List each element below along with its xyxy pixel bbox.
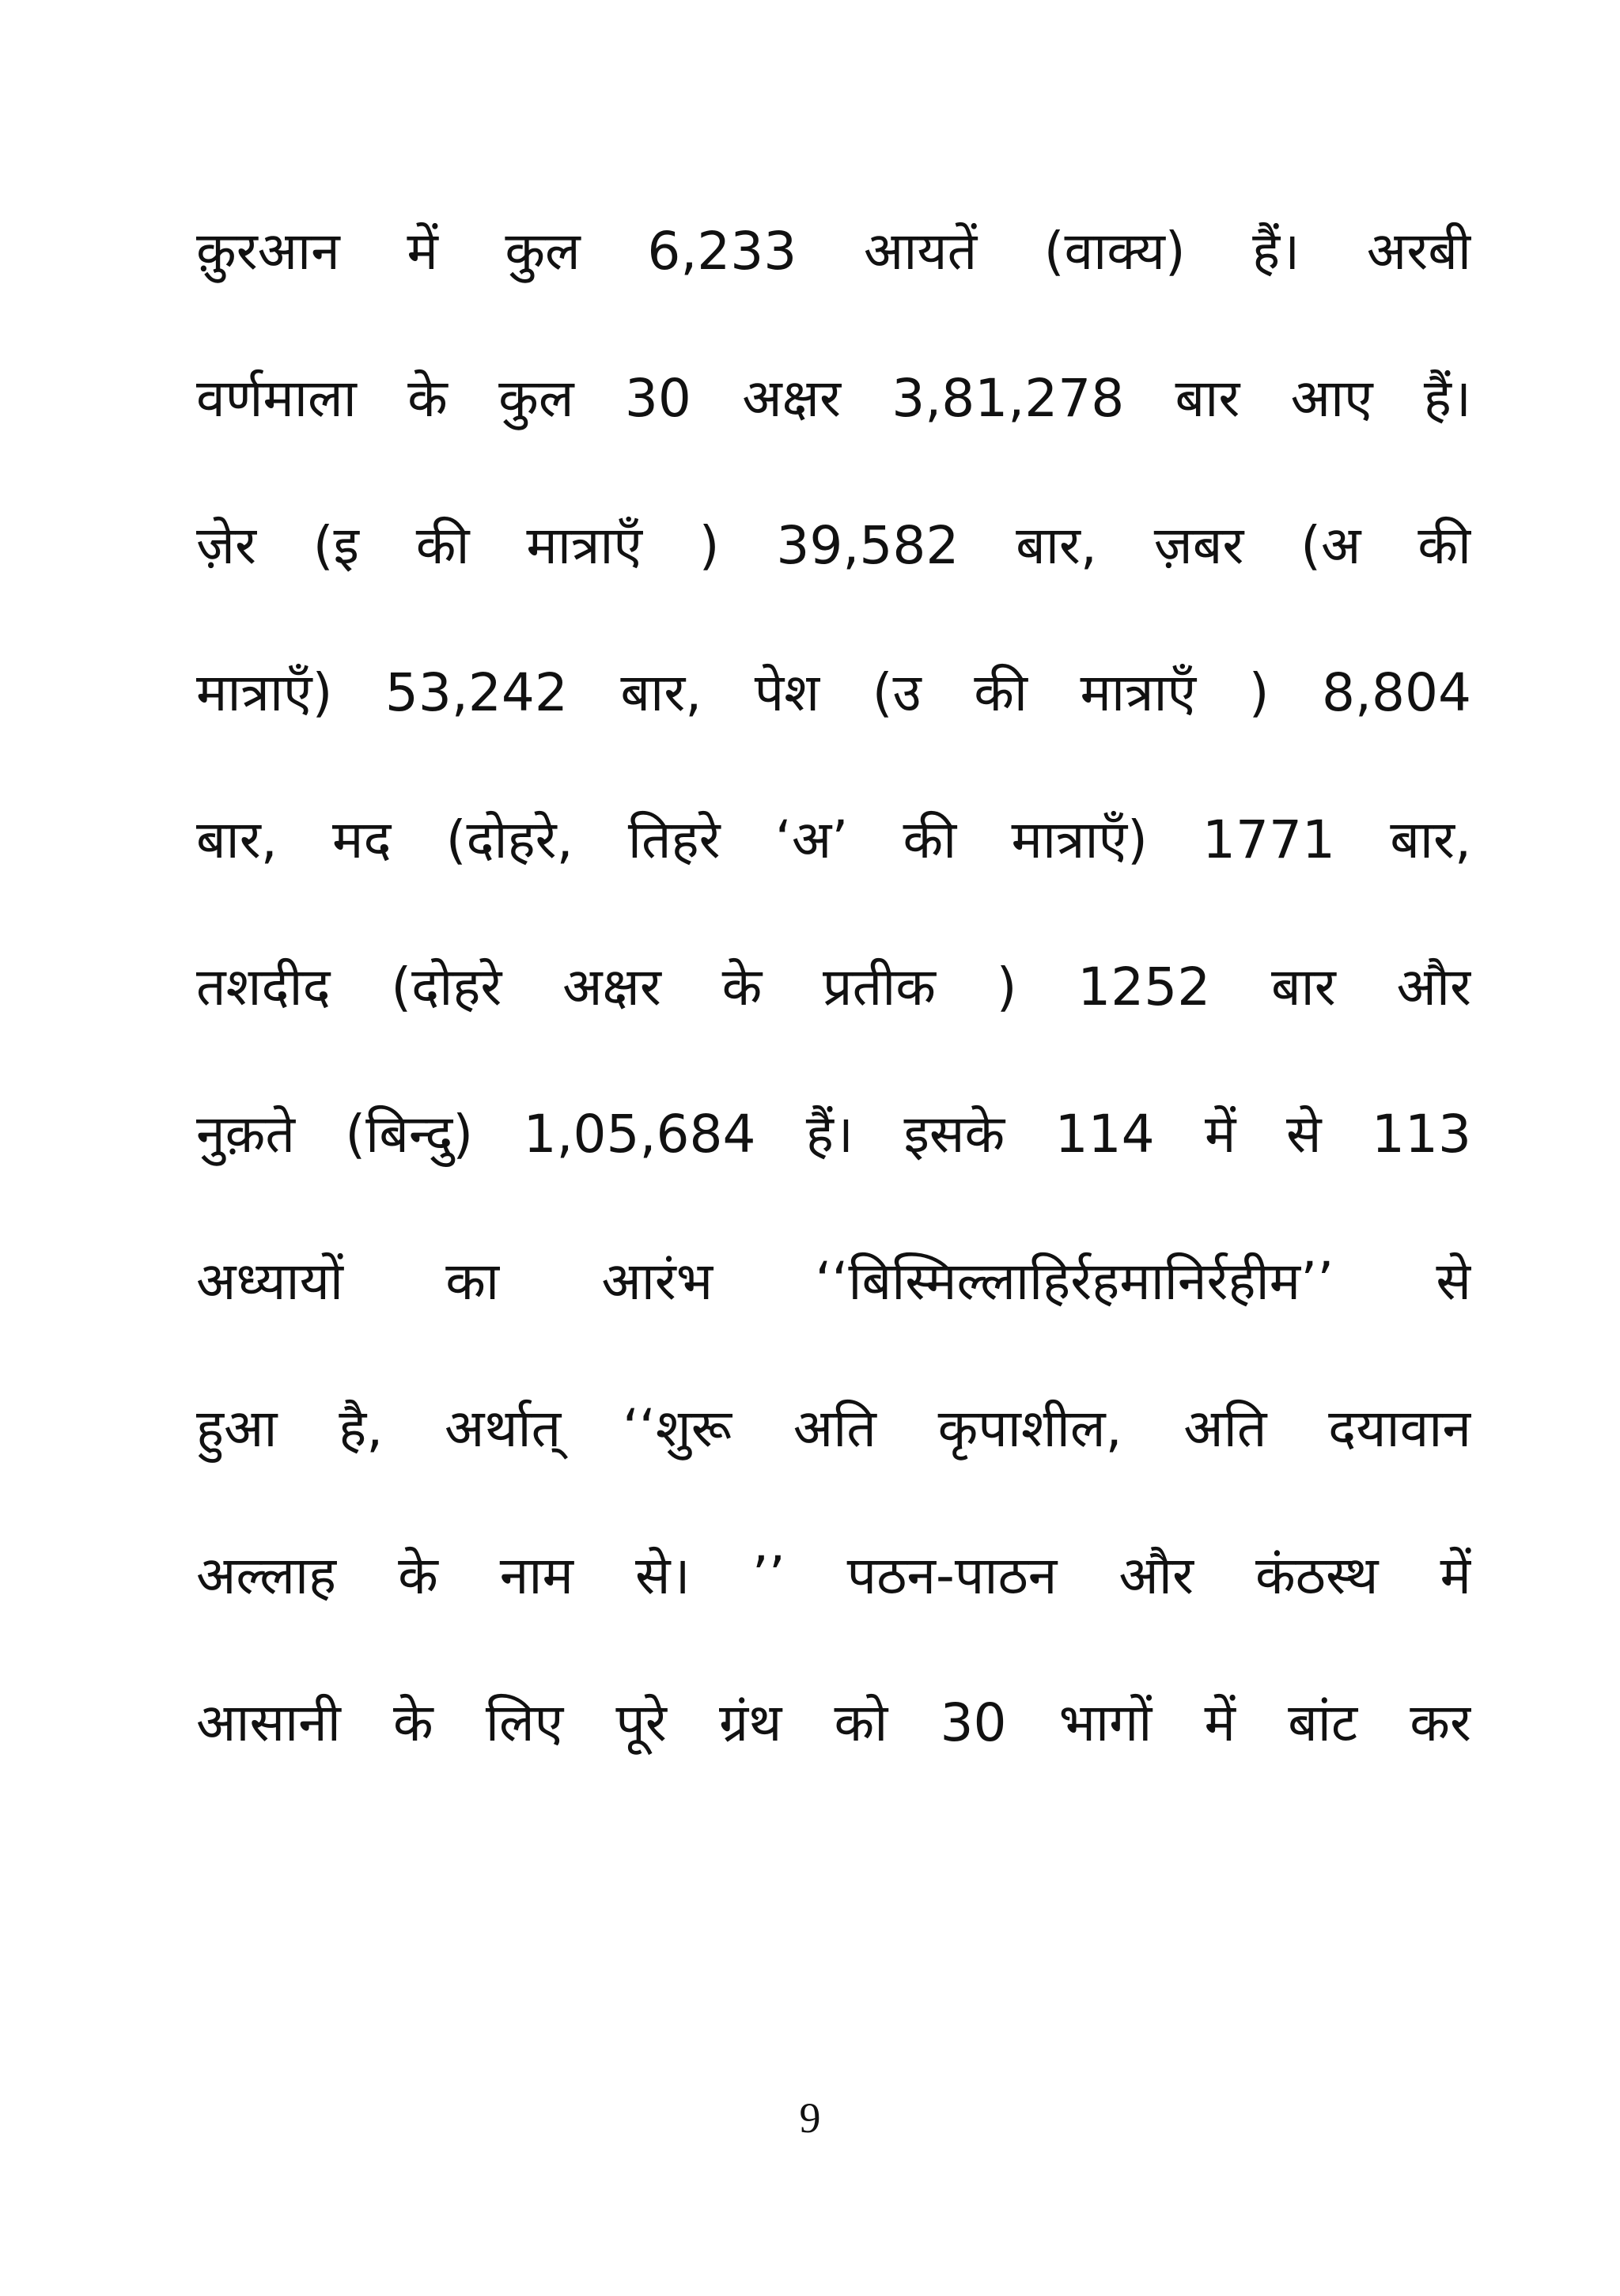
text-line: क़ुरआन में कुल 6,233 आयतें (वाक्य) हैं। अरबी bbox=[196, 221, 1471, 282]
body-paragraph bbox=[196, 204, 1471, 1823]
page-number: 9 bbox=[799, 2094, 821, 2142]
text-line: नुक़ते (बिन्दु) 1,05,684 हैं। इसके 114 में से 113 bbox=[196, 1104, 1471, 1165]
text-line: आसानी के लिए पूरे ग्रंथ को 30 भागों में बांट कर bbox=[196, 1692, 1471, 1753]
text-line: अध्यायों का आरंभ ‘‘बिस्मिल्लाहिर्रहमानिर्रहीम’’ से bbox=[196, 1251, 1471, 1312]
text-line: मात्राएँ) 53,242 बार, पेश (उ की मात्राएँ ) 8,804 bbox=[196, 662, 1471, 723]
text-line: ज़ेर (इ की मात्राएँ ) 39,582 बार, ज़बर (अ की bbox=[196, 515, 1471, 576]
text-line: वर्णमाला के कुल 30 अक्षर 3,81,278 बार आए हैं। bbox=[196, 368, 1471, 429]
text-line: तशदीद (दोहरे अक्षर के प्रतीक ) 1252 बार और bbox=[196, 957, 1471, 1017]
text-line: हुआ है, अर्थात् ‘‘शुरू अति कृपाशील, अति दयावान bbox=[196, 1398, 1471, 1459]
text-line: अल्लाह के नाम से। ’’ पठन-पाठन और कंठस्थ में bbox=[196, 1545, 1471, 1606]
text-line: बार, मद (दोहरे, तिहरे ‘अ’ की मात्राएँ) 1771 बार, bbox=[196, 809, 1471, 870]
